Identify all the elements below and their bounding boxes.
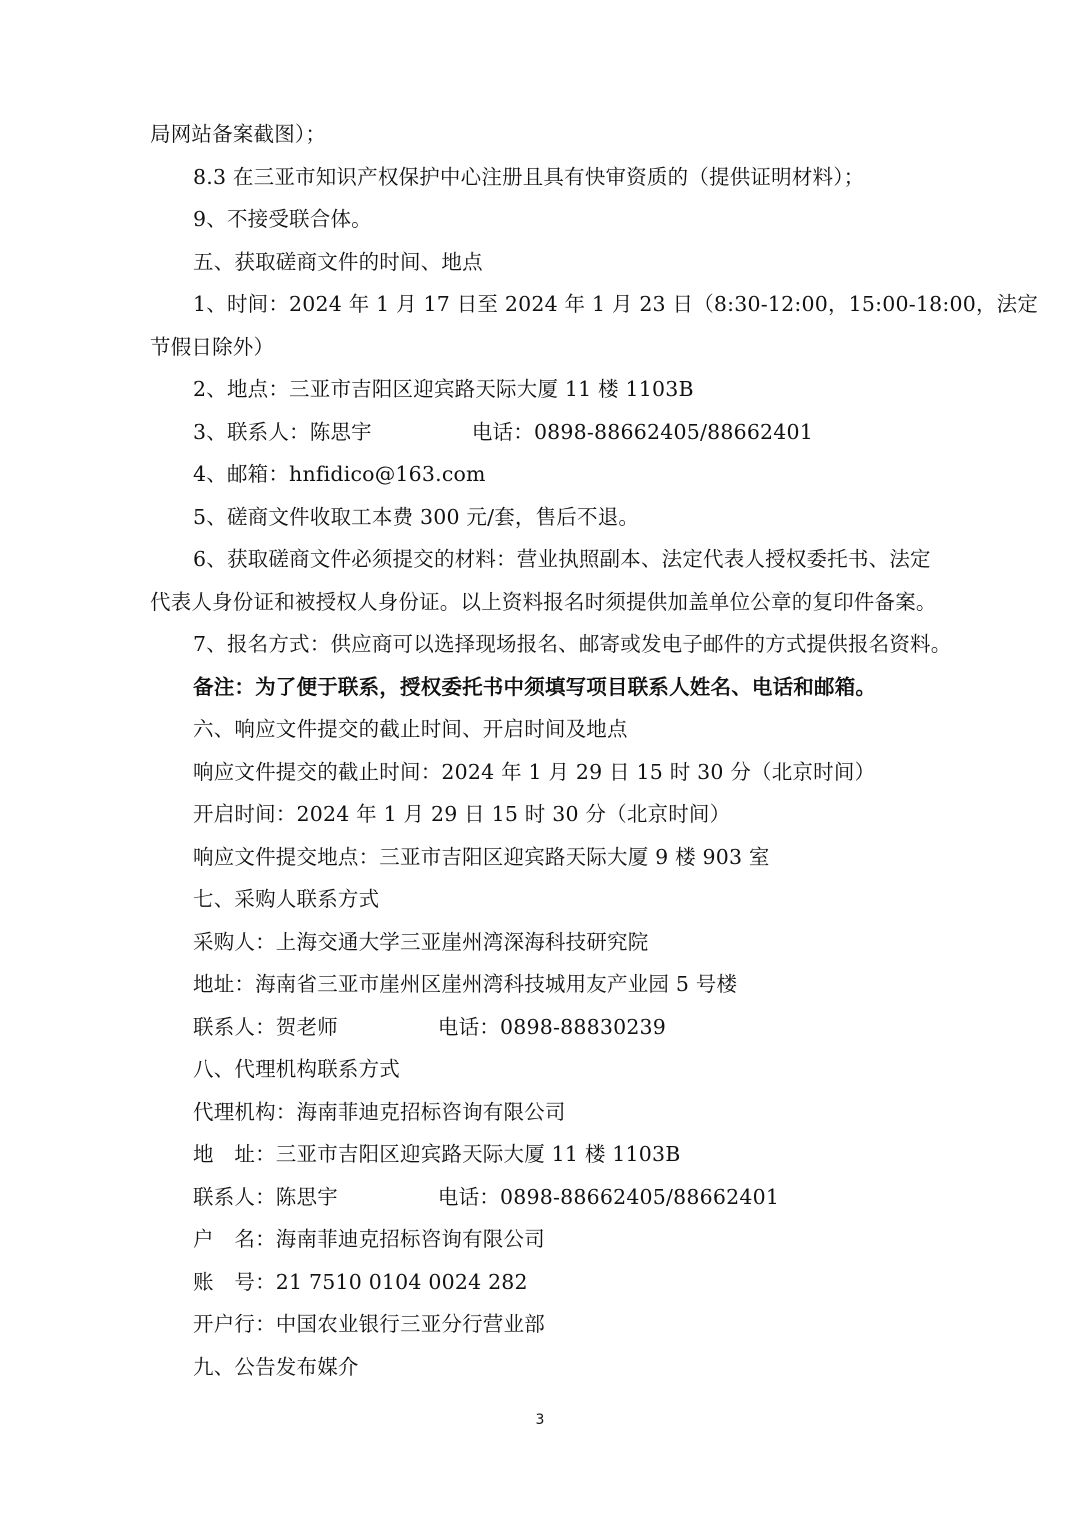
text-line-6: 节假日除外） xyxy=(150,335,275,359)
text-line-7: 2、地点：三亚市吉阳区迎宾路天际大厦 11 楼 1103B xyxy=(193,377,694,401)
section-heading-9: 九、公告发布媒介 xyxy=(193,1355,359,1379)
text-line-17: 开启时间：2024 年 1 月 29 日 15 时 30 分（北京时间） xyxy=(193,802,731,826)
text-line-28: 账 号：21 7510 0104 0024 282 xyxy=(193,1270,528,1294)
section-heading-5: 五、获取磋商文件的时间、地点 xyxy=(193,250,483,274)
contact-line-1 xyxy=(193,417,813,447)
text-line-13: 7、报名方式：供应商可以选择现场报名、邮寄或发电子邮件的方式提供报名资料。 xyxy=(193,632,952,656)
email-line: 4、邮箱：hnfidico@163.com xyxy=(193,462,486,486)
page-number: 3 xyxy=(535,1412,545,1428)
text-line-29: 开户行：中国农业银行三亚分行营业部 xyxy=(193,1312,545,1336)
text-line-2: 8.3 在三亚市知识产权保护中心注册且具有快审资质的（提供证明材料）； xyxy=(193,165,865,189)
contact-person: 3、联系人：陈思宇 xyxy=(193,420,372,444)
text-line-10: 5、磋商文件收取工本费 300 元/套，售后不退。 xyxy=(193,505,640,529)
contact-line-2 xyxy=(193,1012,666,1042)
text-line-3: 9、不接受联合体。 xyxy=(193,207,372,231)
text-line-16: 响应文件提交的截止时间：2024 年 1 月 29 日 15 时 30 分（北京时间） xyxy=(193,760,876,784)
text-line-5: 1、时间：2024 年 1 月 17 日至 2024 年 1 月 23 日（8:30-12:00，15:00-18:00，法定 xyxy=(193,292,1039,316)
contact-line-3 xyxy=(193,1182,779,1212)
remark-line: 备注：为了便于联系，授权委托书中须填写项目联系人姓名、电话和邮箱。 xyxy=(193,675,877,699)
text-line-21: 地址：海南省三亚市崖州区崖州湾科技城用友产业园 5 号楼 xyxy=(193,972,738,996)
text-line-24: 代理机构：海南菲迪克招标咨询有限公司 xyxy=(193,1100,566,1124)
text-line-20: 采购人：上海交通大学三亚崖州湾深海科技研究院 xyxy=(193,930,649,954)
text-line-12: 代表人身份证和被授权人身份证。以上资料报名时须提供加盖单位公章的复印件备案。 xyxy=(150,590,937,614)
agency-phone: 电话：0898-88662405/88662401 xyxy=(437,1185,780,1209)
text-line-1: 局网站备案截图）； xyxy=(150,122,327,146)
purchaser-contact: 联系人：贺老师 xyxy=(193,1015,338,1039)
section-heading-6: 六、响应文件提交的截止时间、开启时间及地点 xyxy=(193,717,628,741)
contact-phone: 电话：0898-88662405/88662401 xyxy=(471,420,814,444)
text-line-27: 户 名：海南菲迪克招标咨询有限公司 xyxy=(193,1227,545,1251)
text-line-25: 地 址：三亚市吉阳区迎宾路天际大厦 11 楼 1103B xyxy=(193,1142,681,1166)
section-heading-7: 七、采购人联系方式 xyxy=(193,887,380,911)
text-line-11: 6、获取磋商文件必须提交的材料：营业执照副本、法定代表人授权委托书、法定 xyxy=(193,547,931,571)
section-heading-8: 八、代理机构联系方式 xyxy=(193,1057,400,1081)
purchaser-phone: 电话：0898-88830239 xyxy=(437,1015,667,1039)
text-line-18: 响应文件提交地点：三亚市吉阳区迎宾路天际大厦 9 楼 903 室 xyxy=(193,845,770,869)
agency-contact: 联系人：陈思宇 xyxy=(193,1185,338,1209)
